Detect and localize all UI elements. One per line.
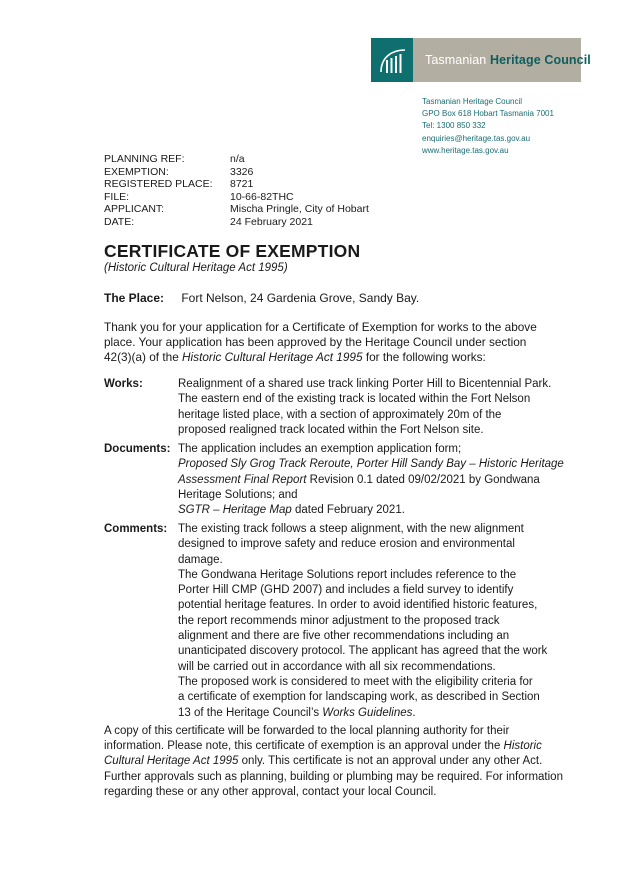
ref-value: n/a — [230, 153, 245, 165]
comments-last-period: . — [412, 706, 416, 719]
ref-row-exemption — [104, 166, 369, 179]
place-value: Fort Nelson, 24 Gardenia Grove, Sandy Bay. — [181, 291, 420, 305]
comments-line: the report recommends minor adjustment to the proposed track — [178, 614, 500, 627]
closing-line: Further approvals such as planning, building or plumbing may be required. For information — [104, 770, 563, 783]
certificate-subtitle — [104, 262, 288, 274]
comments-line: will be carried out in accordance with all six recommendations. — [178, 660, 496, 673]
heritage-council-logo — [371, 38, 591, 82]
place-line — [104, 291, 419, 305]
documents-body — [178, 442, 568, 518]
works-section — [104, 377, 568, 438]
subtitle-close: ) — [283, 262, 288, 274]
comments-line: unanticipated discovery protocol. The applicant has agreed that the work — [178, 645, 548, 658]
logo-columns-icon — [371, 38, 413, 82]
ref-row-date — [104, 216, 369, 229]
contact-website-link[interactable]: www.heritage.tas.gov.au — [422, 145, 509, 155]
comments-line: The Gondwana Heritage Solutions report includes reference to the — [178, 568, 517, 581]
works-line: proposed realigned track located within the Fort Nelson site. — [178, 423, 484, 436]
comments-line: a certificate of exemption for landscaping work, as described in Section — [178, 691, 540, 704]
works-line: The eastern end of the existing track is located within the Fort Nelson — [178, 393, 531, 406]
documents-line: The application includes an exemption application form; — [178, 443, 462, 455]
certificate-title: CERTIFICATE OF EXEMPTION — [104, 241, 361, 261]
comments-line — [178, 706, 568, 721]
closing-text: information. Please note, this certificate of exemption is an approval under the — [104, 740, 504, 753]
ref-label: FILE: — [104, 190, 130, 203]
works-line: Realignment of a shared use track linking Porter Hill to Bicentennial Park. — [178, 378, 552, 390]
comments-section — [104, 522, 568, 721]
ref-value: 3326 — [230, 165, 254, 178]
works-label: Works: — [104, 378, 143, 390]
intro-act-name: Historic Cultural Heritage Act 1995 — [182, 350, 363, 365]
closing-text: only. This certificate is not an approval under any other Act. — [238, 755, 543, 768]
ref-row-registered-place — [104, 178, 369, 191]
ref-label: APPLICANT: — [104, 203, 165, 216]
ref-value: 8721 — [230, 178, 254, 191]
closing-line: regarding these or any other approval, contact your local Council. — [104, 785, 437, 798]
ref-label: DATE: — [104, 215, 135, 228]
subtitle-act: Historic Cultural Heritage Act 1995 — [107, 262, 284, 274]
comments-line: Porter Hill CMP (GHD 2007) and includes a field survey to identify — [178, 584, 514, 597]
logo-wordmark — [413, 53, 591, 67]
ref-value: 24 February 2021 — [230, 215, 313, 228]
ref-label: EXEMPTION: — [104, 165, 169, 178]
subtitle-open: ( — [104, 262, 108, 274]
works-body — [178, 377, 568, 438]
closing-act-name: Historic — [503, 740, 542, 753]
documents-line: Heritage Solutions; and — [178, 488, 298, 501]
reference-details — [104, 153, 369, 229]
documents-report-title-cont: Assessment Final Report — [178, 473, 307, 486]
documents-line — [178, 503, 568, 518]
documents-map-date: dated February 2021. — [291, 504, 405, 517]
comments-line: The proposed work is considered to meet with the eligibility criteria for — [178, 675, 533, 688]
ref-value: Mischa Pringle, City of Hobart — [230, 203, 369, 216]
intro-line: place. Your application has been approved by the Heritage Council under section — [104, 335, 527, 350]
ref-row-planning — [104, 153, 369, 166]
logo-word-heritage-council: Heritage Council — [489, 53, 591, 67]
comments-label: Comments: — [104, 523, 168, 535]
ref-label: PLANNING REF: — [104, 153, 185, 165]
comments-line: damage. — [178, 553, 223, 566]
comments-line: designed to improve safety and reduce erosion and environmental — [178, 538, 515, 551]
closing-paragraph — [104, 724, 574, 800]
documents-label: Documents: — [104, 443, 171, 455]
closing-line — [104, 739, 574, 754]
comments-line: alignment and there are five other recommendations including an — [178, 630, 510, 643]
intro-line: 42(3)(a) of the — [104, 350, 183, 365]
documents-report-revision: Revision 0.1 dated 09/02/2021 by Gondwana — [306, 473, 540, 486]
logo-word-tasmanian: Tasmanian — [425, 53, 490, 67]
documents-line — [178, 473, 568, 488]
ref-row-applicant — [104, 203, 369, 216]
intro-line: Thank you for your application for a Certificate of Exemption for works to the above — [104, 320, 537, 334]
contact-address: GPO Box 618 Hobart Tasmania 7001 — [422, 109, 554, 119]
closing-line: A copy of this certificate will be forwarded to the local planning authority for their — [104, 725, 510, 737]
comments-line: The existing track follows a steep alignment, with the new alignment — [178, 523, 524, 535]
documents-map-title: SGTR – Heritage Map — [178, 504, 292, 517]
ref-row-file — [104, 191, 369, 204]
intro-line: for the following works: — [362, 350, 486, 365]
documents-section — [104, 442, 568, 518]
comments-line: potential heritage features. In order to avoid identified historic features, — [178, 599, 538, 612]
contact-phone: Tel: 1300 850 332 — [422, 121, 486, 131]
closing-act-name-cont: Cultural Heritage Act 1995 — [104, 755, 239, 768]
closing-line — [104, 754, 574, 769]
ref-label: REGISTERED PLACE: — [104, 178, 213, 191]
ref-value: 10-66-82THC — [230, 190, 294, 203]
works-line: heritage listed place, with a section of approximately 20m of the — [178, 408, 502, 421]
contact-org: Tasmanian Heritage Council — [422, 97, 523, 106]
comments-last-text: 13 of the Heritage Council’s — [178, 706, 323, 719]
contact-block — [422, 96, 554, 157]
intro-paragraph — [104, 320, 564, 366]
comments-body — [178, 522, 568, 721]
works-guidelines-title: Works Guidelines — [322, 706, 413, 719]
place-label: The Place: — [104, 291, 165, 305]
contact-email-link[interactable]: enquiries@heritage.tas.gov.au — [422, 133, 531, 143]
documents-report-title: Proposed Sly Grog Track Reroute, Porter Hill Sandy Bay – Historic Heritage — [178, 458, 564, 471]
